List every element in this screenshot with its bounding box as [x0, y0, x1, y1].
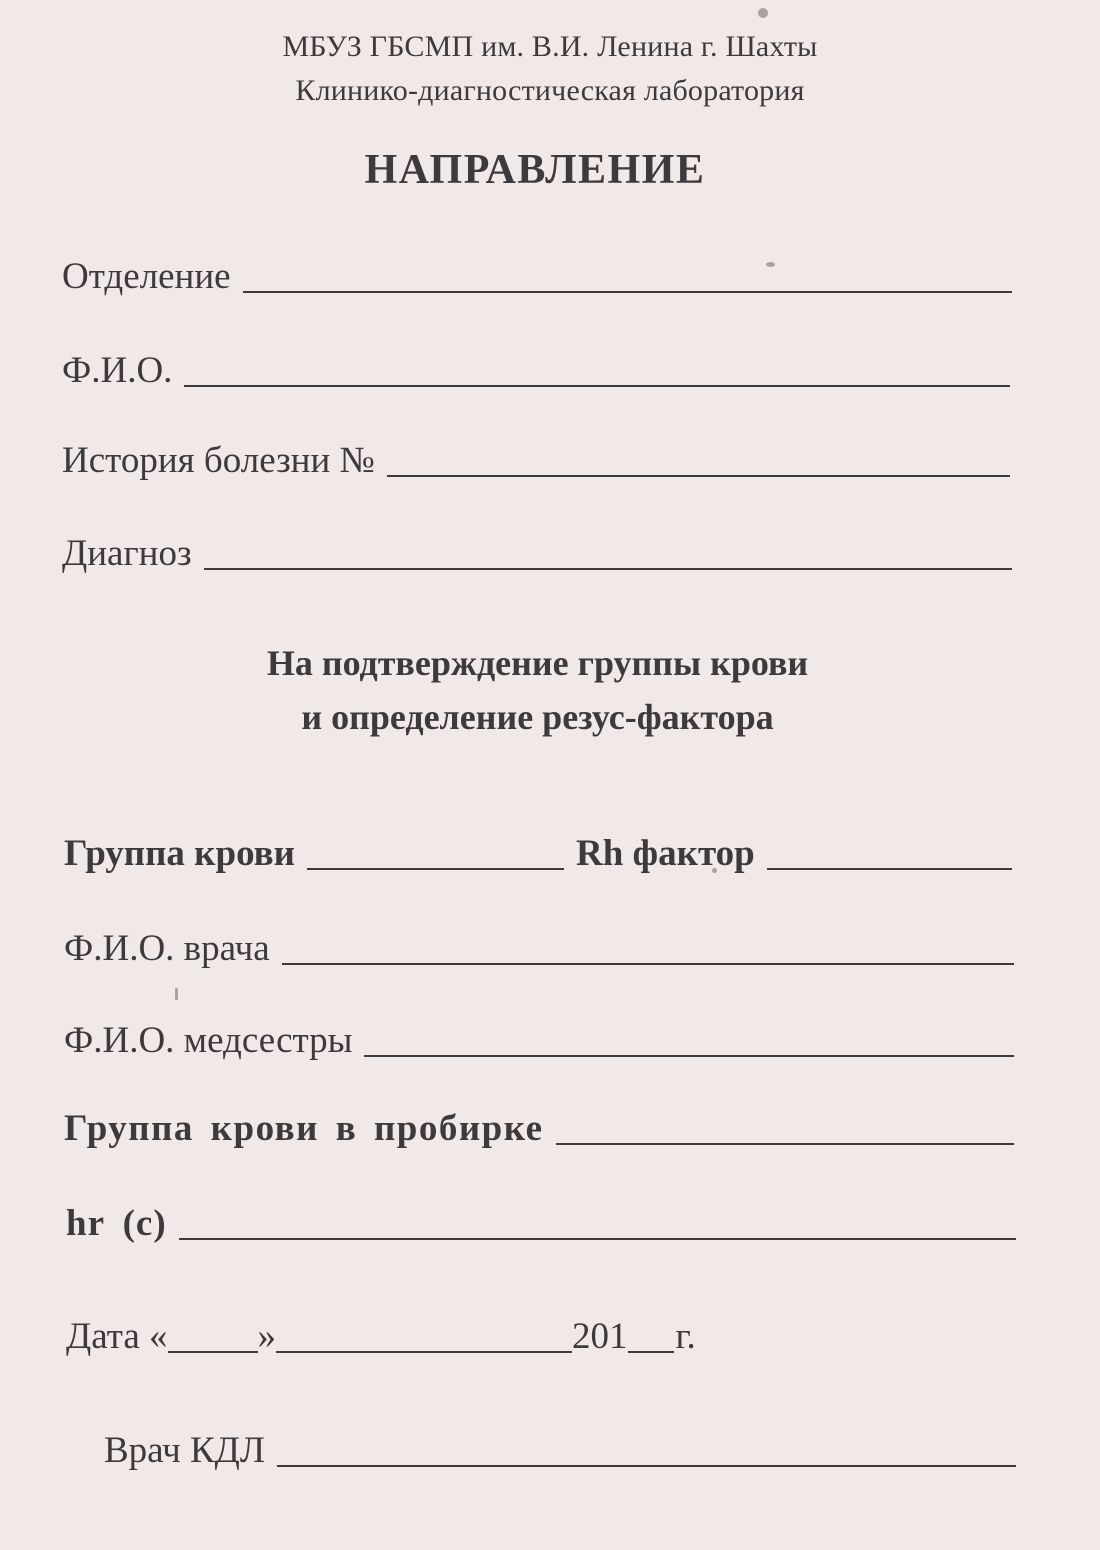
doctor-name-field[interactable]: [64, 930, 1014, 967]
purpose-line-1: На подтверждение группы крови: [266, 643, 809, 683]
lab-doctor-label: Врач КДЛ: [104, 1430, 265, 1471]
scan-speck: [175, 988, 178, 1000]
hr-c-label: hr (c): [66, 1203, 167, 1244]
nurse-name-field[interactable]: [64, 1022, 1014, 1059]
case-history-input-line[interactable]: [387, 474, 1010, 477]
lab-doctor-field[interactable]: [104, 1432, 1016, 1469]
department-label: Отделение: [62, 256, 231, 297]
blood-group-label: Группа крови: [64, 833, 295, 874]
doctor-name-label: Ф.И.О. врача: [64, 928, 270, 969]
hr-c-input-line[interactable]: [179, 1237, 1016, 1240]
full-name-field[interactable]: [62, 352, 1010, 389]
department-field[interactable]: [62, 258, 1012, 295]
diagnosis-input-line[interactable]: [204, 567, 1012, 570]
full-name-input-line[interactable]: [184, 384, 1010, 387]
department-input-line[interactable]: [243, 290, 1012, 293]
rh-factor-label: Rh фактор: [576, 833, 755, 874]
tube-blood-group-input-line[interactable]: [556, 1142, 1014, 1145]
date-month-input-line[interactable]: [276, 1350, 572, 1353]
date-year-prefix: 201: [572, 1316, 628, 1357]
date-year-suffix: г.: [675, 1316, 696, 1357]
date-close-quote: »: [257, 1316, 276, 1357]
diagnosis-field[interactable]: [62, 535, 1012, 572]
document-title: НАПРАВЛЕНИЕ: [364, 147, 706, 193]
hr-c-field[interactable]: [66, 1205, 1016, 1242]
case-history-label: История болезни №: [62, 440, 375, 481]
doctor-name-input-line[interactable]: [282, 962, 1014, 965]
date-year-input-line[interactable]: [628, 1350, 674, 1353]
lab-doctor-input-line[interactable]: [277, 1464, 1016, 1467]
full-name-label: Ф.И.О.: [62, 350, 173, 391]
nurse-name-input-line[interactable]: [364, 1054, 1014, 1057]
tube-blood-group-label: Группа крови в пробирке: [64, 1108, 544, 1149]
nurse-name-label: Ф.И.О. медсестры: [64, 1020, 353, 1061]
date-field[interactable]: [66, 1318, 696, 1355]
rh-factor-field[interactable]: [576, 835, 1012, 872]
date-day-input-line[interactable]: [168, 1350, 258, 1353]
laboratory-name: Клинико-диагностическая лаборатория: [295, 74, 805, 107]
blood-group-input-line[interactable]: [307, 867, 564, 870]
diagnosis-label: Диагноз: [62, 533, 192, 574]
date-label: Дата «: [66, 1316, 168, 1357]
case-history-field[interactable]: [62, 442, 1010, 479]
institution-name: МБУЗ ГБСМП им. В.И. Ленина г. Шахты: [282, 30, 818, 63]
scan-speck: [758, 8, 768, 18]
rh-factor-input-line[interactable]: [767, 867, 1012, 870]
tube-blood-group-field[interactable]: [64, 1110, 1014, 1147]
purpose-line-2: и определение резус-фактора: [301, 697, 774, 737]
blood-group-field[interactable]: [64, 835, 564, 872]
